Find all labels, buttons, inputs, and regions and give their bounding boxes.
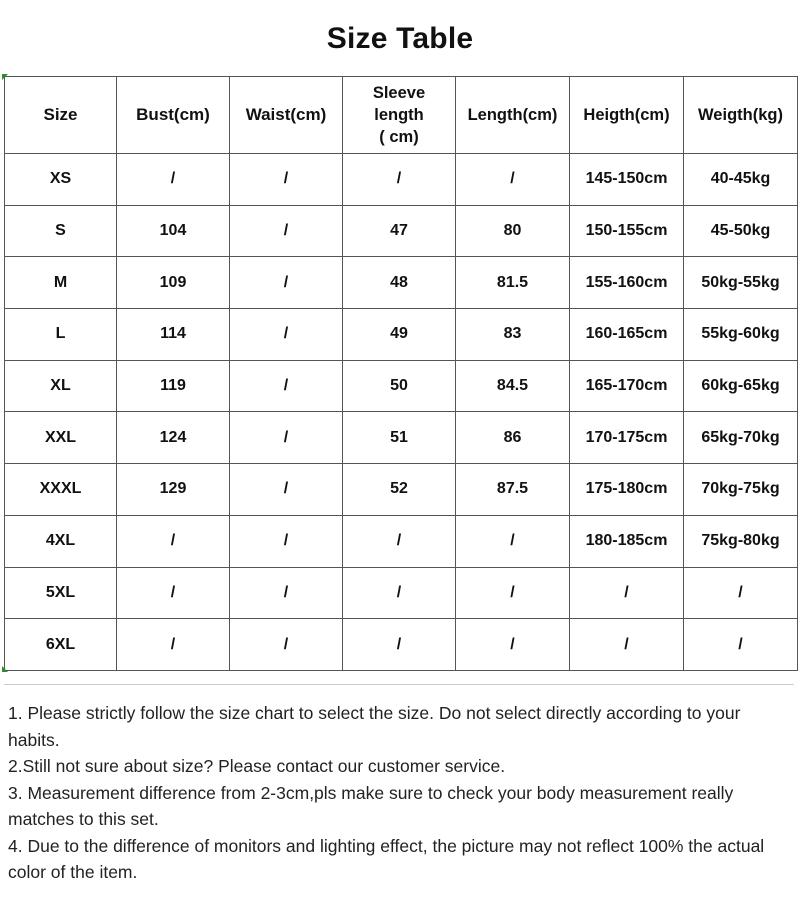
table-row [5, 515, 798, 567]
cell-bust: / [117, 619, 230, 671]
cell-bust: / [117, 154, 230, 206]
cell-length: / [456, 619, 570, 671]
cell-weight: 45-50kg [684, 205, 798, 257]
table-row [5, 205, 798, 257]
table-row [5, 567, 798, 619]
cell-waist: / [230, 412, 343, 464]
table-row [5, 619, 798, 671]
cell-height: 150-155cm [570, 205, 684, 257]
table-row [5, 412, 798, 464]
cell-height: / [570, 619, 684, 671]
cell-height: 160-165cm [570, 309, 684, 361]
cell-sleeve: / [343, 515, 456, 567]
header-sleeve-line-2: length [374, 105, 424, 124]
cell-waist: / [230, 464, 343, 516]
header-bust: Bust(cm) [117, 77, 230, 154]
cell-waist: / [230, 567, 343, 619]
cell-waist: / [230, 360, 343, 412]
cell-waist: / [230, 154, 343, 206]
note-2: 2.Still not sure about size? Please contact our customer service. [8, 756, 506, 776]
cell-sleeve: 50 [343, 360, 456, 412]
cell-length: / [456, 154, 570, 206]
cell-weight: 60kg-65kg [684, 360, 798, 412]
header-sleeve-line-1: Sleeve [372, 83, 426, 102]
header-weight: Weigth(kg) [684, 77, 798, 154]
cell-height: 165-170cm [570, 360, 684, 412]
cell-size: M [5, 257, 117, 309]
cell-size: 6XL [5, 619, 117, 671]
header-height: Heigth(cm) [570, 77, 684, 154]
cell-length: 81.5 [456, 257, 570, 309]
cell-size: 5XL [5, 567, 117, 619]
corner-marker-bottom [2, 666, 8, 672]
cell-size: 4XL [5, 515, 117, 567]
cell-height: 180-185cm [570, 515, 684, 567]
cell-weight: 75kg-80kg [684, 515, 798, 567]
header-sleeve-line-3: ( cm) [379, 128, 419, 147]
cell-sleeve: / [343, 567, 456, 619]
cell-weight: / [684, 567, 798, 619]
note-1: 1. Please strictly follow the size chart to select the size. Do not select directly according to your habits. [8, 703, 741, 750]
table-row [5, 154, 798, 206]
cell-size: XXL [5, 412, 117, 464]
cell-sleeve: 49 [343, 309, 456, 361]
cell-size: XXXL [5, 464, 117, 516]
table-row [5, 309, 798, 361]
cell-weight: 50kg-55kg [684, 257, 798, 309]
cell-height: 145-150cm [570, 154, 684, 206]
cell-bust: 129 [117, 464, 230, 516]
cell-waist: / [230, 515, 343, 567]
cell-weight: 65kg-70kg [684, 412, 798, 464]
cell-length: / [456, 515, 570, 567]
cell-length: / [456, 567, 570, 619]
cell-sleeve: / [343, 154, 456, 206]
cell-length: 80 [456, 205, 570, 257]
header-waist: Waist(cm) [230, 77, 343, 154]
size-table [4, 76, 798, 671]
cell-size: S [5, 205, 117, 257]
cell-bust: 119 [117, 360, 230, 412]
cell-size: XS [5, 154, 117, 206]
cell-length: 87.5 [456, 464, 570, 516]
cell-waist: / [230, 257, 343, 309]
cell-size: XL [5, 360, 117, 412]
cell-sleeve: 47 [343, 205, 456, 257]
cell-height: / [570, 567, 684, 619]
cell-sleeve: 48 [343, 257, 456, 309]
cell-sleeve: 51 [343, 412, 456, 464]
cell-bust: / [117, 567, 230, 619]
cell-length: 86 [456, 412, 570, 464]
cell-bust: 109 [117, 257, 230, 309]
cell-bust: 104 [117, 205, 230, 257]
cell-sleeve: / [343, 619, 456, 671]
cell-waist: / [230, 205, 343, 257]
cell-bust: / [117, 515, 230, 567]
table-row [5, 360, 798, 412]
cell-weight: 70kg-75kg [684, 464, 798, 516]
cell-height: 155-160cm [570, 257, 684, 309]
header-length: Length(cm) [456, 77, 570, 154]
cell-waist: / [230, 619, 343, 671]
table-body [5, 154, 798, 671]
cell-height: 175-180cm [570, 464, 684, 516]
cell-waist: / [230, 309, 343, 361]
cell-length: 84.5 [456, 360, 570, 412]
cell-bust: 114 [117, 309, 230, 361]
cell-weight: 55kg-60kg [684, 309, 798, 361]
note-3: 3. Measurement difference from 2-3cm,pls make sure to check your body measurement really matches to this set. [8, 782, 734, 829]
divider [4, 684, 794, 685]
table-row [5, 257, 798, 309]
table-header-row [5, 77, 798, 154]
header-size: Size [5, 77, 117, 154]
page-title: Size Table [326, 22, 474, 55]
cell-height: 170-175cm [570, 412, 684, 464]
cell-size: L [5, 309, 117, 361]
cell-weight: 40-45kg [684, 154, 798, 206]
notes [8, 700, 793, 886]
cell-length: 83 [456, 309, 570, 361]
note-4: 4. Due to the difference of monitors and lighting effect, the picture may not reflect 100% the actual color of the item. [8, 835, 765, 882]
table-row [5, 464, 798, 516]
cell-weight: / [684, 619, 798, 671]
cell-bust: 124 [117, 412, 230, 464]
header-sleeve-length [343, 77, 456, 154]
cell-sleeve: 52 [343, 464, 456, 516]
